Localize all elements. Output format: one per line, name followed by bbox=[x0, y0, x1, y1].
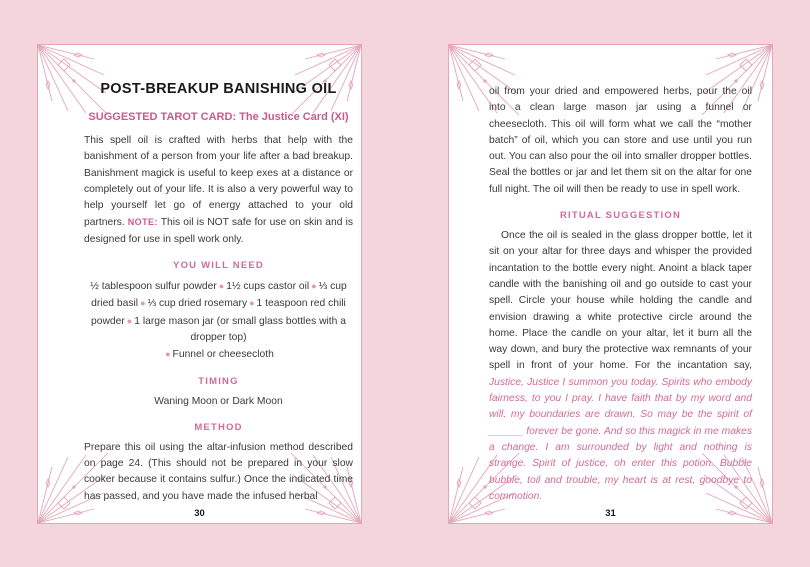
ingredient-item: 1 large mason jar (or small glass bottles with a dropper top) bbox=[134, 315, 346, 343]
intro-text: This spell oil is crafted with herbs that help with the banishment of a person from your life after a bad breakup. Banishment magick is useful to keep exes at a distance or completely out of your life. It is also a very powerful way to help yourself let go of energy attached to your old partners. bbox=[84, 135, 353, 229]
page-number: 30 bbox=[194, 508, 205, 519]
ritual-paragraph bbox=[489, 228, 752, 505]
bullet-dot-icon: ● bbox=[249, 298, 255, 309]
method-heading: METHOD bbox=[194, 421, 243, 433]
timing-heading: TIMING bbox=[198, 375, 239, 387]
intro-paragraph bbox=[84, 133, 353, 248]
ritual-text: Once the oil is sealed in the glass dropper bottle, let it sit on your altar for three days and whisper the provided incantation to the bottle every night. Anoint a black taper candle with the banishing oil and go outside to cast your spell. Circle your house while holding the candle and envision drawing a white protective circle around the home. Place the candle on your altar, let it burn all the way down, and bury the protective wax remnants of your spell in front of your home. For the incantation say, bbox=[489, 230, 752, 372]
continued-paragraph: oil from your dried and empowered herbs, pour the oil into a clean large mason jar using a funnel or cheesecloth. This oil will form what we call the “mother batch” of oil, which you can store and use until you run out. You can also pour the oil into smaller dropper bottles. Seal the bottles or jar and let them sit on the altar for one full night. The oil will then be ready to use in spell work. bbox=[489, 86, 752, 195]
left-page-content bbox=[84, 81, 353, 505]
tarot-card-line: SUGGESTED TAROT CARD: The Justice Card (XI) bbox=[88, 111, 349, 123]
timing-text: Waning Moon or Dark Moon bbox=[154, 395, 283, 407]
ingredient-item: Funnel or cheesecloth bbox=[172, 349, 274, 361]
bullet-dot-icon: ● bbox=[126, 315, 133, 326]
ingredient-item: ⅓ cup dried basil bbox=[91, 281, 347, 310]
bullet-dot-icon: ● bbox=[311, 281, 317, 292]
ingredient-item: 1 teaspoon red chili powder bbox=[91, 298, 346, 327]
right-page bbox=[448, 44, 773, 524]
you-will-need-heading: YOU WILL NEED bbox=[173, 260, 264, 272]
bullet-dot-icon: ● bbox=[140, 298, 146, 309]
ingredient-list bbox=[84, 278, 353, 363]
bullet-dot-icon: ● bbox=[218, 281, 225, 292]
ingredient-item: 1½ cups castor oil bbox=[226, 281, 310, 293]
ingredient-item: ½ tablespoon sulfur powder bbox=[90, 281, 217, 293]
note-label: NOTE: bbox=[127, 217, 158, 228]
left-page bbox=[37, 44, 362, 524]
method-paragraph: Prepare this oil using the altar-infusion method described on page 24. (This should not be prepared in your slow cooker because it contains sulfur.) Once the indicated time has passed, and you have made the infused herbal bbox=[84, 441, 353, 502]
right-page-content bbox=[489, 84, 752, 505]
incantation-text: Justice, Justice I summon you today. Spirits who embody fairness, to you I pray. I have faith that by my word and will, my boundaries are drawn. So may be the spirit of ______ forever be gone. And so this magick in me makes a change. I am surrounded by light and nothing is strange. Spirit of justice, oh enter this potion. Bubble bubble, toil and trouble, my heart is at rest, goodbye to commotion. bbox=[489, 376, 752, 502]
page-number: 31 bbox=[605, 508, 616, 519]
page-title: POST-BREAKUP BANISHING OIL bbox=[100, 81, 337, 97]
ritual-heading: RITUAL SUGGESTION bbox=[559, 210, 682, 222]
bullet-dot-icon: ● bbox=[165, 349, 171, 360]
note-text: This oil is NOT safe for use on skin and is designed for use in spell work only. bbox=[84, 217, 353, 245]
ingredient-item: ⅓ cup dried rosemary bbox=[147, 298, 248, 310]
